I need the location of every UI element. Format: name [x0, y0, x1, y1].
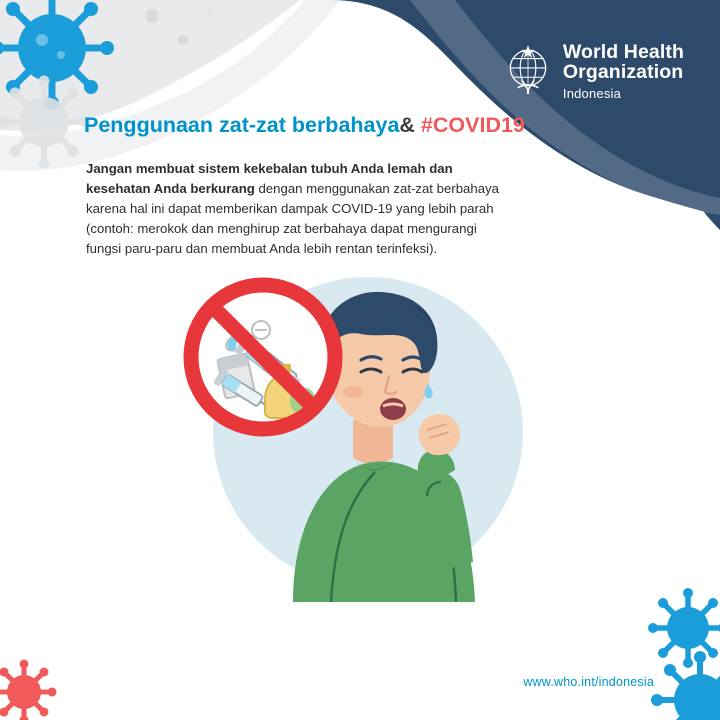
body-copy-rest: dengan menggunakan zat-zat berbahaya karena hal ini dapat memberikan dampak COVID-19 yang lebih parah (contoh: merokok dan menghirup zat berbahaya dapat mengurangi fungsi paru-paru dan membuat Anda lebih rentan terinfeksi).: [86, 181, 499, 257]
virus-icon-grey-left: [0, 76, 91, 169]
who-line-1: World Health: [562, 41, 684, 63]
dot-decoration: [206, 10, 214, 18]
headline-hashtag: #COVID19: [420, 113, 525, 137]
who-line-2: Organization: [562, 61, 684, 84]
who-country-label: Indonesia: [562, 86, 622, 102]
who-logo: [502, 42, 684, 101]
body-copy: [86, 159, 506, 259]
illustration-man-coughing: [175, 272, 545, 602]
headline-amp: &: [399, 113, 415, 137]
mouth-open: [380, 398, 406, 420]
virus-icon-bottom-right: [648, 588, 720, 668]
who-wordmark: [563, 42, 684, 101]
who-emblem-icon: [502, 44, 554, 96]
website-url[interactable]: www.who.int/indonesia: [523, 675, 654, 689]
headline-main: Penggunaan zat-zat berbahaya: [84, 113, 400, 137]
cheek-blush: [343, 386, 363, 398]
body-copy-bold: Jangan membuat sistem kekebalan tubuh Anda lemah dan kesehatan Anda berkurang: [86, 161, 453, 197]
page-title: [84, 113, 525, 138]
dot-decoration: [178, 35, 188, 45]
dot-decoration: [145, 9, 159, 23]
no-harmful-substances-sign: [191, 285, 335, 429]
